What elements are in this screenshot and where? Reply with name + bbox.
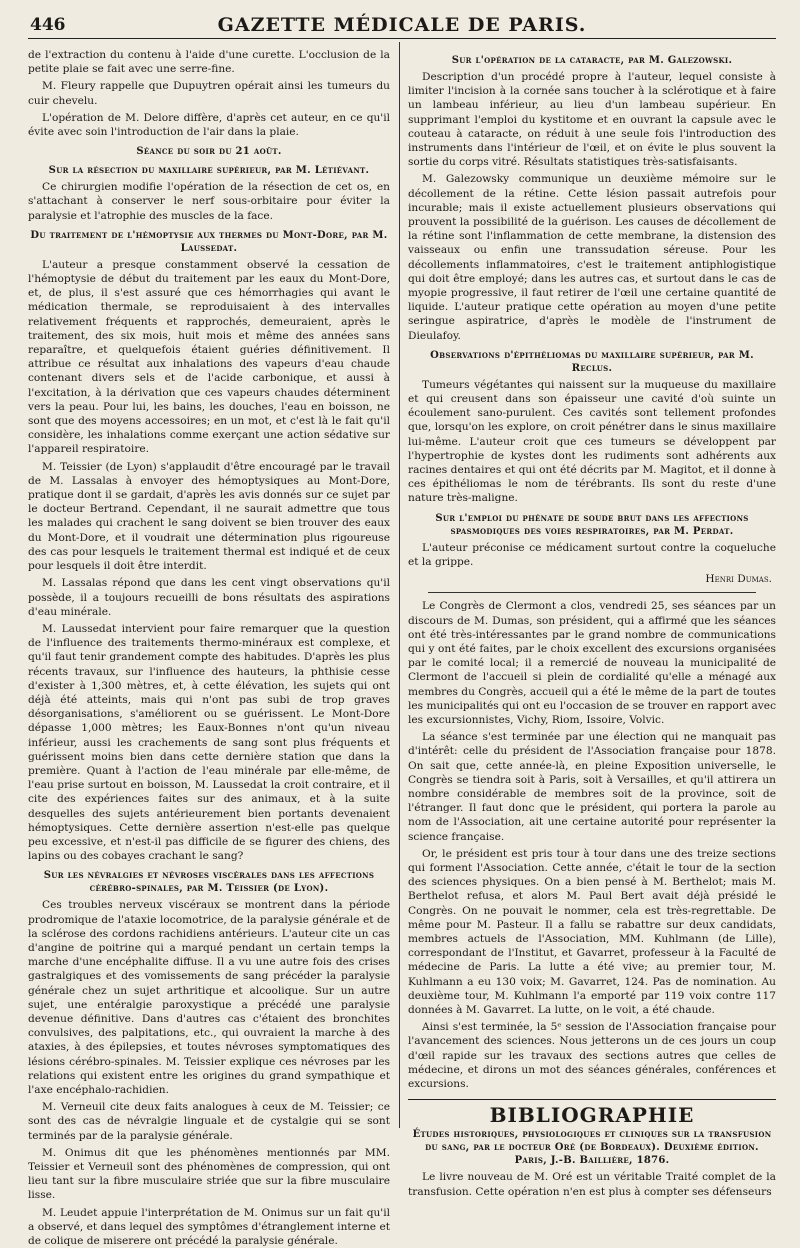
separator-rule xyxy=(428,592,756,593)
article-paragraph: Or, le président est pris tour à tour dans une des treize sections qui forment l'Association. Cette année, c'était le tour de la section des sciences physiques. On a bien pensé à M. Berthelot; mais M. Berthelot refusa, et alors M. Paul Bert avait déjà présidé le Congrès. On ne pouvait le nommer, cela est très-regrettable. De même pour M. Pasteur. Il a fallu se rabattre sur deux candidats, membres actuels de l'Association, MM. Kuhlmann (de Lille), correspondant de l'Institut, et Gavarret, professeur à la Faculté de médecine de Paris. La lutte a été vive; au premier tour, M. Kuhlmann a eu 130 voix; M. Gavarret, 124. Pas de nomination. Au deuxième tour, M. Kuhlmann l'a emporté par 119 voix contre 117 données à M. Gavarret. La lutte, on le voit, a été chaude. xyxy=(408,847,776,1016)
article-paragraph: M. Lassalas répond que dans les cent vingt observations qu'il possède, il a toujours recueilli de bons résultats des aspirations d'eau minérale. xyxy=(28,577,390,618)
column-divider xyxy=(399,42,400,1128)
article-paragraph: M. Laussedat intervient pour faire remarquer que la question de l'influence des traitements thermo-minéraux est complexe, et qu'il faut tenir grandement compte des habitudes. D'après les plus récents travaux, sur l'influence des hauteurs, la phthisie cesse d'exister à 1,300 mètres, et, à cette élévation, les sujets qui ont déjà été atteints, mais qui n'ont pas subi de trop graves désorganisations, s'améliorent ou se guérissent. Le Mont-Dore dépasse 1,000 mètres; les Eaux-Bonnes n'ont qu'un niveau inférieur, aussi les crachements de sang sont plus fréquents et guérissent moins bien dans cette dernière station que dans la première. Quant à l'action de l'eau minérale par elle-même, de l'eau prise surtout en boisson, M. Laussedat la croit contraire, et il cite des expériences faites sur des animaux, et à la suite desquelles des sujets antérieurement bien portants devenaient hémoptysiques. Cette dernière assertion n'est-elle pas quelque peu excessive, et n'est-il pas difficile de se figurer des chiens, des lapins ou des cobayes crachant le sang? xyxy=(28,622,390,863)
article-paragraph: Le livre nouveau de M. Oré est un véritable Traité complet de la transfusion. Cette opération n'en est plus à compter ses défenseurs xyxy=(408,1171,776,1198)
page-number: 446 xyxy=(30,15,66,35)
journal-title: GAZETTE MÉDICALE DE PARIS. xyxy=(217,14,587,36)
section-heading: Sur l'emploi du phénate de soude brut dans les affections spasmodiques des voies respiratoires, par M. Perdat. xyxy=(435,512,749,537)
article-paragraph: de l'extraction du contenu à l'aide d'une curette. L'occlusion de la petite plaie se fait avec une serre-fine. xyxy=(28,49,390,76)
section-heading: Sur les névralgies et névroses viscérales dans les affections cérébro-spinales, par M. Teissier (de Lyon). xyxy=(43,870,375,895)
article-paragraph: Ce chirurgien modifie l'opération de la résection de cet os, en s'attachant à conserver le nerf sous-orbitaire pour éviter la paralysie et l'atrophie des muscles de la face. xyxy=(28,181,390,222)
article-paragraph: L'auteur préconise ce médicament surtout contre la coqueluche et la grippe. xyxy=(408,541,776,568)
section-rule xyxy=(408,1099,776,1100)
left-column xyxy=(28,48,390,1248)
bibliography-heading: BIBLIOGRAPHIE xyxy=(489,1103,695,1128)
article-paragraph: Ces troubles nerveux viscéraux se montrent dans la période prodromique de l'ataxie locomotrice, de la paralysie générale et de la sclérose des cordons rachidiens antérieurs. L'auteur cite un cas d'angine de poitrine qui a marqué pendant un certain temps la marche d'une encéphalite diffuse. Il a vu une autre fois des crises gastralgiques et des vomissements de sang précéder la paralysie générale chez un sujet arthritique et alcoolique. Sur un autre sujet, une entéralgie paroxystique a précédé une paralysie devenue définitive. Dans d'autres cas c'étaient des bronchites convulsives, des palpitations, etc., qui ouvraient la marche à des ataxies, à des épilepsies, et toutes névroses symptomatiques des lésions cérébro-spinales. M. Teissier explique ces névroses par les relations qui existent entre les origines du grand sympathique et l'axe encéphalo-rachidien. xyxy=(28,899,390,1096)
article-paragraph: M. Teissier (de Lyon) s'applaudit d'être encouragé par le travail de M. Lassalas à envoyer des hémoptysiques au Mont-Dore, pratique dont il se gardait, d'après les avis donnés sur ce sujet par le docteur Bertrand. Cependant, il ne saurait admettre que tous les malades qui crachent le sang doivent se bien trouver des eaux du Mont-Dore, et il voudrait une détermination plus rigoureuse des cas pour lesquels le traitement thermal est indiqué et de ceux pour lesquels il doit être interdit. xyxy=(28,460,390,573)
article-paragraph: L'auteur a presque constamment observé la cessation de l'hémoptysie de début du traitement par les eaux du Mont-Dore, et, de plus, il s'est assuré que ces hémorrhagies qui avant le médication thermale, se reproduisaient à des intervalles relativement fréquents et rapprochés, demeuraient, après le traitement, des six mois, huit mois et même des années sans reparaître, et quelquefois étaient guéries définitivement. Il attribue ce résultat aux inhalations des vapeurs d'eau chaude contenant divers sels et de l'acide carbonique, et aussi à l'excitation, à la dérivation que ces vapeurs chaudes déterminent vers la peau. Pour lui, les bains, les douches, l'eau en boisson, ne sont que des moyens accessoires; en un mot, et c'est là le fait qu'il considère, les inhalations comme exerçant une action sédative sur l'appareil respiratoire. xyxy=(28,258,390,456)
page-header xyxy=(28,12,776,39)
section-heading: Études historiques, physiologiques et cliniques sur la transfusion du sang, par le docteur Oré (de Bordeaux). Deuxième édition. Paris, J.-B. Baillière, 1876. xyxy=(412,1129,772,1167)
section-heading: Séance du soir du 21 août. xyxy=(136,146,282,158)
section-heading: Sur l'opération de la cataracte, par M. Galezowski. xyxy=(451,55,733,66)
section-heading: Observations d'épithéliomas du maxillaire supérieur, par M. Reclus. xyxy=(430,349,754,374)
right-column xyxy=(408,48,776,1198)
article-paragraph: Ainsi s'est terminée, la 5ᵉ session de l'Association française pour l'avancement des sciences. Nous jetterons un de ces jours un coup d'œil rapide sur les travaux des sections autres que celles de médecine, et dirons un mot des séances générales, conférences et excursions. xyxy=(408,1021,776,1090)
section-heading: Du traitement de l'hémoptysie aux thermes du Mont-Dore, par M. Laussedat. xyxy=(30,229,388,254)
section-heading: Sur la résection du maxillaire supérieur, par M. Létiévant. xyxy=(48,165,370,177)
article-paragraph: Tumeurs végétantes qui naissent sur la muqueuse du maxillaire et qui creusent dans son épaisseur une cavité d'où suinte un écoulement sano-purulent. Ces cavités sont tellement profondes que, lorsqu'on les explore, on croit pénétrer dans le sinus maxillaire lui-même. L'auteur croit que ces tumeurs se développent par l'hypertrophie de kystes dont les rudiments sont adhérents aux racines dentaires et qui ont été décrits par M. Magitot, et il donne à ces épithéliomas le nom de térébrants. Ils sont du reste d'une nature très-maligne. xyxy=(408,378,776,505)
author-signature: Henri Dumas. xyxy=(705,573,772,586)
article-paragraph: M. Leudet appuie l'interprétation de M. Onimus sur un fait qu'il a observé, et dans lequel des symptômes d'étranglement interne et de colique de miserere ont précédé la paralysie générale. xyxy=(28,1206,390,1248)
article-paragraph: M. Galezowsky communique un deuxième mémoire sur le décollement de la rétine. Cette lésion passait autrefois pour incurable; mais il existe actuellement plusieurs observations qui prouvent la possibilité de la guérison. Les causes de décollement de la rétine sont l'inflammation de cette membrane, la distension des vaisseaux ou enfin une transsudation séreuse. Pour les décollements inflammatoires, c'est le traitement antiphlogistique qui doit être employé; dans les autres cas, et surtout dans le cas de myopie progressive, il faut retirer de l'œil une certaine quantité de liquide. L'auteur pratique cette opération au moyen d'une petite seringue aspiratrice, d'après le modèle de l'instrument de Dieulafoy. xyxy=(408,173,776,342)
article-paragraph: M. Fleury rappelle que Dupuytren opérait ainsi les tumeurs du cuir chevelu. xyxy=(28,80,390,107)
article-paragraph: Le Congrès de Clermont a clos, vendredi 25, ses séances par un discours de M. Dumas, son président, qui a affirmé que les séances ont été très-intéressantes par le grand nombre de communications qui y ont été faites, par le choix excellent des excursions organisées par le comité local; il a remercié de nouveau la municipalité de Clermont de l'accueil si plein de cordialité qu'elle a ménagé aux membres du Congrès, accueil qui a été le même de la part de toutes les municipalités qui ont eu l'occasion de se trouver en rapport avec les excursionnistes, Vichy, Riom, Issoire, Volvic. xyxy=(408,600,776,726)
article-paragraph: M. Onimus dit que les phénomènes mentionnés par MM. Teissier et Verneuil sont des phénomènes de compression, qui ont lieu tant sur la fibre musculaire striée que sur la fibre musculaire lisse. xyxy=(28,1146,390,1202)
article-paragraph: M. Verneuil cite deux faits analogues à ceux de M. Teissier; ce sont des cas de névralgie linguale et de cystalgie qui se sont terminés par de la paralysie générale. xyxy=(28,1101,390,1142)
article-paragraph: L'opération de M. Delore diffère, d'après cet auteur, en ce qu'il évite avec soin l'introduction de l'air dans la plaie. xyxy=(28,111,390,139)
article-paragraph: La séance s'est terminée par une élection qui ne manquait pas d'intérêt: celle du président de l'Association française pour 1878. On sait que, cette année-là, en pleine Exposition universelle, le Congrès se tiendra soit à Paris, soit à Versailles, et qu'il attirera un nombre considérable de membres soit de la province, soit de l'étranger. Il faut donc que le président, qui portera la parole au nom de l'Association, ait une certaine autorité pour représenter la science française. xyxy=(408,731,776,843)
article-paragraph: Description d'un procédé propre à l'auteur, lequel consiste à limiter l'incision à la cornée sans toucher à la sclérotique et à faire un lambeau inférieur, au lieu d'un lambeau supérieur. En supprimant l'emploi du kystitome et en ouvrant la capsule avec le couteau à cataracte, on réduit à une seule fois l'introduction des instruments dans l'intérieur de l'œil, et on évite le plus souvent la sortie du corps vitré. Résultats statistiques très-satisfaisants. xyxy=(408,71,776,169)
